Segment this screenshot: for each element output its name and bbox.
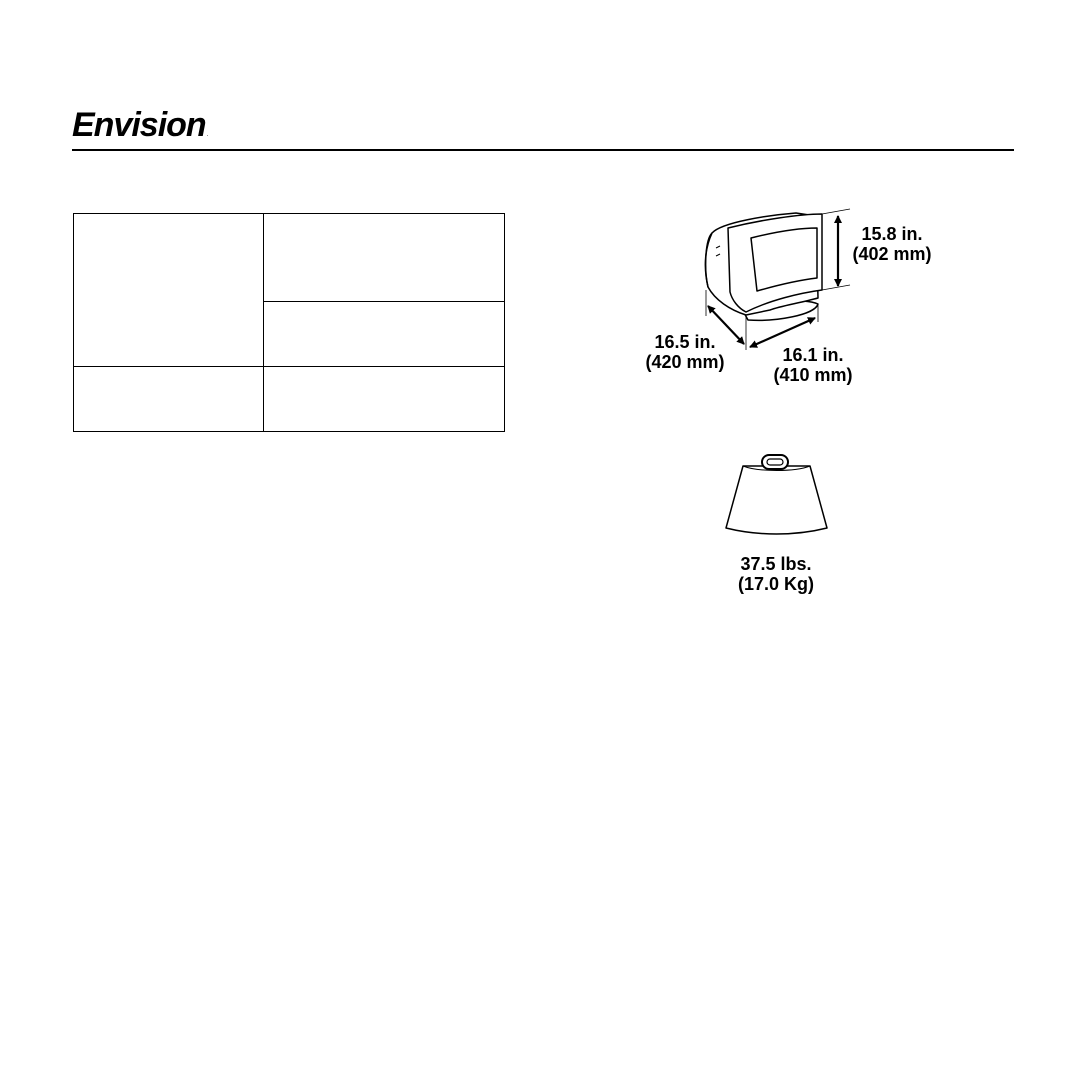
depth-label [638, 332, 732, 372]
weight-imperial: 37.5 lbs. [740, 554, 812, 574]
depth-metric: (420 mm) [645, 352, 725, 372]
weight-body [726, 466, 827, 534]
monitor-illustration [705, 213, 822, 320]
logo-trademark: . [206, 132, 208, 138]
height-metric: (402 mm) [852, 244, 932, 264]
height-label [846, 224, 938, 264]
width-arrow [750, 318, 815, 347]
weight-metric: (17.0 Kg) [737, 574, 815, 594]
logo-text: Envision [72, 106, 206, 144]
width-imperial: 16.1 in. [782, 345, 844, 365]
depth-imperial: 16.5 in. [654, 332, 716, 352]
weight-illustration [726, 455, 827, 534]
width-metric: (410 mm) [773, 365, 853, 385]
width-label [766, 345, 860, 385]
height-imperial: 15.8 in. [861, 224, 923, 244]
weight-handle-hole [767, 459, 783, 465]
weight-label [729, 554, 823, 594]
